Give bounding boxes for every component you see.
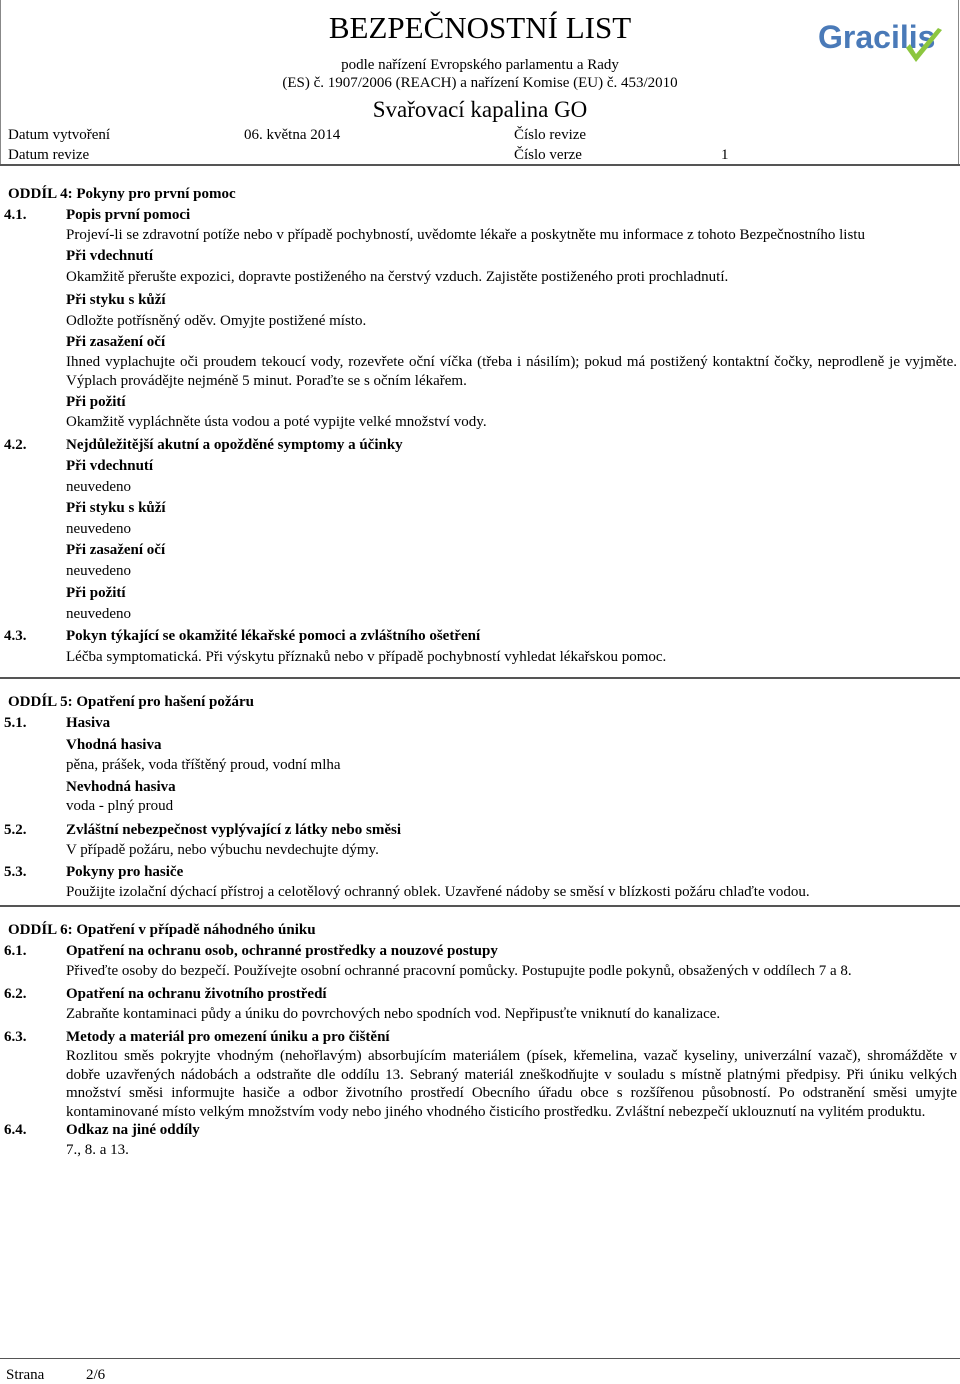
subsection-number: 5.1. bbox=[4, 715, 27, 731]
document-title: BEZPEČNOSTNÍ LIST bbox=[328, 10, 632, 45]
special-hazard-text: V případě požáru, nebo výbuchu nevdechujte dýmy. bbox=[66, 842, 379, 858]
subsection-number: 4.3. bbox=[4, 628, 27, 644]
subsection-number: 5.3. bbox=[4, 864, 27, 880]
page-label: Strana bbox=[6, 1367, 45, 1383]
skin-label: Při styku s kůží bbox=[66, 292, 166, 308]
ingestion-text: Okamžitě vypláchněte ústa vodou a poté vypijte velké množství vody. bbox=[66, 414, 487, 430]
subsection-number: 6.2. bbox=[4, 986, 27, 1002]
medical-treatment-text: Léčba symptomatická. Při výskytu příznaků nebo v případě pochybností vyhledat lékařskou pomoc. bbox=[66, 649, 667, 665]
created-value: 06. května 2014 bbox=[244, 127, 341, 143]
eye-label: Při zasažení očí bbox=[66, 334, 166, 350]
eye-text: Ihned vyplachujte oči proudem tekoucí vody, rozevřete oční víčka (třeba i násilím); pokud má postižený kontaktní čočky, neprodleně je vyjměte. Výplach provádějte nejméně 5 minut. Poraďte se s očním lékařem. bbox=[66, 354, 957, 389]
section-divider bbox=[0, 677, 960, 679]
inhalation-label: Při vdechnutí bbox=[66, 248, 154, 264]
section-divider bbox=[0, 905, 960, 907]
cleanup-methods-text: Rozlitou směs pokryjte vhodným (nehořlavým) absorbujícím materiálem (písek, křemelina, vazač kyseliny, univerzální vazač), shromážděte v dobře uzavřených nádobách a odstraňte dle oddílu 13. Sebraný materiál zneškodňujte v souladu s místně platnými předpisy. Při úniku velkých množství směsi informujte hasiče a odbor životního prostředí Obecního úřadu obce s rozšířenou působností. Po odstranění směsi umyjte kontaminované místo velkým množstvím vody nebo jiného vhodného čisticího prostředku. Zvláštní nebezpečí uklouznutí na vylitém produktu. bbox=[66, 1048, 957, 1120]
symptom-label: Při styku s kůží bbox=[66, 500, 166, 516]
symptom-value: neuvedeno bbox=[66, 606, 131, 622]
product-name: Svařovací kapalina GO bbox=[372, 97, 588, 122]
subsection-heading: Opatření na ochranu životního prostředí bbox=[66, 986, 327, 1002]
gracilis-logo bbox=[818, 14, 944, 74]
symptom-value: neuvedeno bbox=[66, 563, 131, 579]
ingestion-label: Při požití bbox=[66, 394, 126, 410]
section-5-title: ODDÍL 5: Opatření pro hašení požáru bbox=[8, 694, 254, 710]
header-divider bbox=[0, 164, 960, 166]
subsection-number: 4.2. bbox=[4, 437, 27, 453]
subsection-heading: Pokyn týkající se okamžité lékařské pomoci a zvláštního ošetření bbox=[66, 628, 481, 644]
section-6-title: ODDÍL 6: Opatření v případě náhodného úniku bbox=[8, 922, 316, 938]
subsection-number: 6.3. bbox=[4, 1029, 27, 1045]
symptom-label: Při vdechnutí bbox=[66, 458, 154, 474]
skin-text: Odložte potřísněný oděv. Omyjte postižené místo. bbox=[66, 313, 367, 329]
checkmark-icon bbox=[818, 14, 944, 74]
first-aid-intro: Projeví-li se zdravotní potíže nebo v případě pochybností, uvědomte lékaře a poskytněte mu informace z tohoto Bezpečnostního listu bbox=[66, 227, 865, 243]
symptom-value: neuvedeno bbox=[66, 521, 131, 537]
personal-precautions-text: Přiveďte osoby do bezpečí. Používejte osobní ochranné pracovní pomůcky. Postupujte podle pokynů, obsažených v oddílech 7 a 8. bbox=[66, 963, 852, 979]
version-label: Číslo verze bbox=[514, 147, 582, 163]
subsection-heading: Pokyny pro hasiče bbox=[66, 864, 184, 880]
symptom-label: Při požití bbox=[66, 585, 126, 601]
suitable-media-text: pěna, prášek, voda tříštěný proud, vodní mlha bbox=[66, 757, 341, 773]
regulation-line-1: podle nařízení Evropského parlamentu a Rady bbox=[341, 57, 619, 73]
environmental-precautions-text: Zabraňte kontaminaci půdy a úniku do povrchových nebo spodních vod. Nepřipusťte vniknutí do kanalizace. bbox=[66, 1006, 721, 1022]
subsection-number: 6.4. bbox=[4, 1122, 27, 1138]
version-value: 1 bbox=[721, 147, 729, 163]
symptom-value: neuvedeno bbox=[66, 479, 131, 495]
subsection-heading: Nejdůležitější akutní a opožděné symptomy a účinky bbox=[66, 437, 403, 453]
subsection-heading: Zvláštní nebezpečnost vyplývající z látky nebo směsi bbox=[66, 822, 402, 838]
subsection-number: 6.1. bbox=[4, 943, 27, 959]
unsuitable-media-text: voda - plný proud bbox=[66, 798, 174, 814]
revision-number-label: Číslo revize bbox=[514, 127, 587, 143]
brand-text: Gracilis bbox=[818, 19, 936, 55]
suitable-media-label: Vhodná hasiva bbox=[66, 737, 162, 753]
revision-date-label: Datum revize bbox=[8, 147, 90, 163]
subsection-heading: Popis první pomoci bbox=[66, 207, 191, 223]
subsection-heading: Opatření na ochranu osob, ochranné prostředky a nouzové postupy bbox=[66, 943, 498, 959]
symptom-label: Při zasažení očí bbox=[66, 542, 166, 558]
subsection-number: 5.2. bbox=[4, 822, 27, 838]
subsection-number: 4.1. bbox=[4, 207, 27, 223]
subsection-heading: Hasiva bbox=[66, 715, 111, 731]
firefighter-advice-text: Použijte izolační dýchací přístroj a celotělový ochranný oblek. Uzavřené nádoby se směsí v blízkosti požáru chlaďte vodou. bbox=[66, 884, 810, 900]
section-4-title: ODDÍL 4: Pokyny pro první pomoc bbox=[8, 186, 236, 202]
footer-divider bbox=[0, 1358, 960, 1359]
regulation-line-2: (ES) č. 1907/2006 (REACH) a nařízení Komise (EU) č. 453/2010 bbox=[282, 75, 678, 91]
subsection-heading: Odkaz na jiné oddíly bbox=[66, 1122, 200, 1138]
other-sections-reference: 7., 8. a 13. bbox=[66, 1142, 129, 1158]
inhalation-text: Okamžitě přerušte expozici, dopravte postiženého na čerstvý vzduch. Zajistěte postiženého proti prochladnutí. bbox=[66, 269, 729, 285]
unsuitable-media-label: Nevhodná hasiva bbox=[66, 779, 176, 795]
page-number: 2/6 bbox=[86, 1367, 106, 1383]
created-label: Datum vytvoření bbox=[8, 127, 111, 143]
subsection-heading: Metody a materiál pro omezení úniku a pro čištění bbox=[66, 1029, 390, 1045]
